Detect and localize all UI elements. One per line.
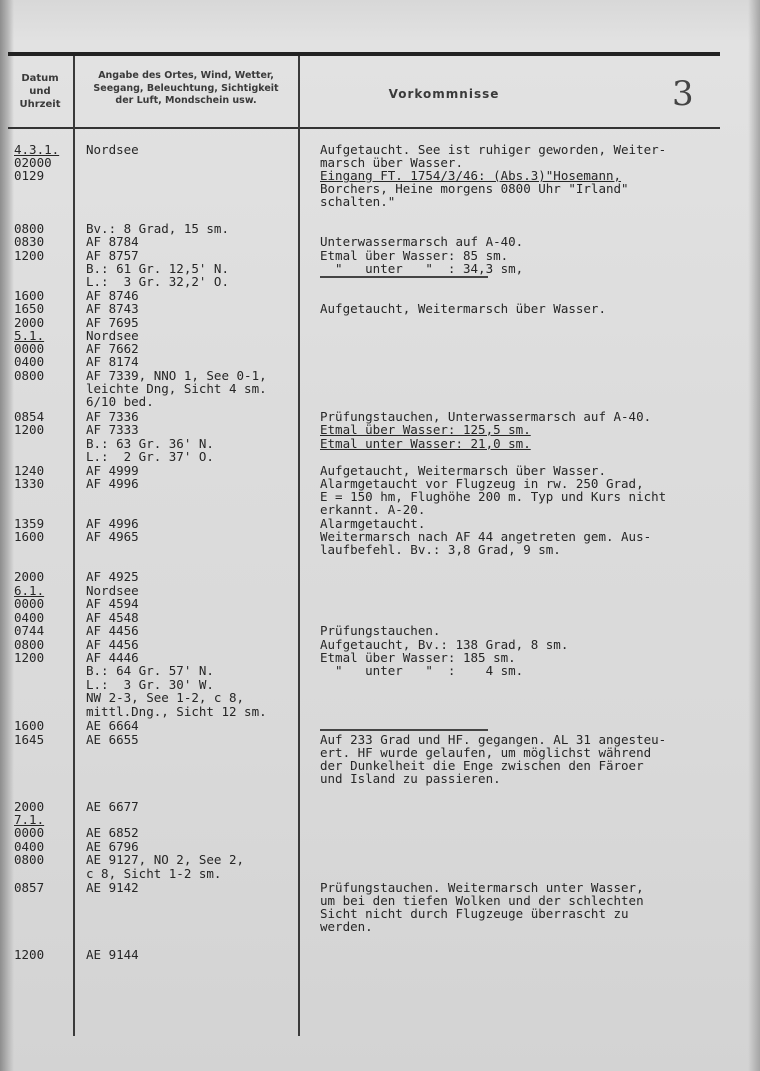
sum-rule [320, 276, 488, 278]
row-time: 02000 [14, 155, 52, 170]
row-position: Nordsee [86, 328, 139, 343]
row-time: 0857 [14, 880, 45, 895]
top-rule [8, 52, 720, 56]
row-time: 1240 [14, 463, 45, 478]
row-position: AE 9142 [86, 880, 139, 895]
row-time: 1600 [14, 529, 45, 544]
row-time: 0800 [14, 221, 45, 236]
row-event: Alarmgetaucht vor Flugzeug in rw. 250 Grad, [320, 476, 644, 491]
row-event: Aufgetaucht. See ist ruhiger geworden, Weiter- [320, 142, 667, 157]
row-event: E = 150 hm, Flughöhe 200 m. Typ und Kurs nicht [320, 489, 667, 504]
row-event: Alarmgetaucht. [320, 516, 426, 531]
row-event: Etmal unter Wasser: 21,0 sm. [320, 436, 531, 451]
row-time: 0400 [14, 610, 45, 625]
row-position: AF 7695 [86, 315, 139, 330]
row-event: um bei den tiefen Wolken und der schlechten [320, 893, 644, 908]
row-time: 0400 [14, 839, 45, 854]
row-event: Etmal über Wasser: 125,5 sm. [320, 422, 531, 437]
header-vorkommnisse: Vorkommnisse [388, 87, 500, 101]
row-position: AF 4965 [86, 529, 139, 544]
row-time: 0744 [14, 623, 45, 638]
page-number: 3 [672, 74, 694, 114]
row-event: ert. HF wurde gelaufen, um möglichst während [320, 745, 652, 760]
row-event: werden. [320, 919, 373, 934]
column-divider-1 [73, 56, 75, 1036]
row-position: AF 4594 [86, 596, 139, 611]
row-event: " unter " : 34,3 sm, [320, 261, 524, 276]
row-position: AE 9127, NO 2, See 2, [86, 852, 245, 867]
sum-rule [320, 729, 488, 731]
row-time: 1200 [14, 650, 45, 665]
row-position: mittl.Dng., Sicht 12 sm. [86, 704, 267, 719]
row-event: Etmal über Wasser: 85 sm. [320, 248, 509, 263]
row-event: Unterwassermarsch auf A-40. [320, 234, 524, 249]
row-time: 1600 [14, 288, 45, 303]
row-position: c 8, Sicht 1-2 sm. [86, 866, 222, 881]
row-event: Aufgetaucht, Weitermarsch über Wasser. [320, 463, 606, 478]
row-position: L.: 3 Gr. 32,2' O. [86, 274, 229, 289]
row-position: Nordsee [86, 583, 139, 598]
row-event: Etmal über Wasser: 185 sm. [320, 650, 516, 665]
row-time: 2000 [14, 315, 45, 330]
row-time: 4.3.1. [14, 142, 60, 157]
row-time: 7.1. [14, 812, 45, 827]
row-event: schalten." [320, 194, 396, 209]
row-time: 1645 [14, 732, 45, 747]
row-time: 0129 [14, 168, 45, 183]
row-time: 1200 [14, 422, 45, 437]
row-event: Sicht nicht durch Flugzeuge überrascht zu [320, 906, 629, 921]
header-ort-line: Angabe des Ortes, Wind, Wetter, [98, 70, 274, 81]
row-time: 0854 [14, 409, 45, 424]
header-datum [9, 72, 71, 111]
row-position: AF 4456 [86, 637, 139, 652]
row-event: Prüfungstauchen. [320, 623, 441, 638]
row-event: erkannt. A-20. [320, 502, 426, 517]
header-ort-line: der Luft, Mondschein usw. [115, 95, 257, 106]
row-event: " unter " : 4 sm. [320, 663, 524, 678]
row-time: 1200 [14, 248, 45, 263]
row-event: Eingang FT. 1754/3/46: (Abs.3)"Hosemann, [320, 168, 622, 183]
row-position: L.: 2 Gr. 37' O. [86, 449, 214, 464]
row-time: 1200 [14, 947, 45, 962]
row-position: AF 8174 [86, 354, 139, 369]
row-position: AF 4548 [86, 610, 139, 625]
row-time: 1600 [14, 718, 45, 733]
row-time: 1650 [14, 301, 45, 316]
header-datum-line: und [29, 86, 51, 97]
row-event: und Island zu passieren. [320, 771, 501, 786]
row-position: AF 8746 [86, 288, 139, 303]
row-position: leichte Dng, Sicht 4 sm. [86, 381, 267, 396]
row-position: Nordsee [86, 142, 139, 157]
row-position: AF 4996 [86, 516, 139, 531]
row-position: AF 4925 [86, 569, 139, 584]
row-position: AF 7662 [86, 341, 139, 356]
row-position: AF 4456 [86, 623, 139, 638]
row-event: Weitermarsch nach AF 44 angetreten gem. Aus- [320, 529, 652, 544]
row-position: AF 7333 [86, 422, 139, 437]
row-event: Aufgetaucht, Weitermarsch über Wasser. [320, 301, 606, 316]
row-position: B.: 63 Gr. 36' N. [86, 436, 214, 451]
row-event: Prüfungstauchen, Unterwassermarsch auf A-40. [320, 409, 652, 424]
row-position: AE 6655 [86, 732, 139, 747]
row-position: AF 7336 [86, 409, 139, 424]
row-time: 0800 [14, 852, 45, 867]
row-position: AF 8757 [86, 248, 139, 263]
header-rule [8, 127, 720, 129]
row-position: AE 6664 [86, 718, 139, 733]
row-position: AE 6796 [86, 839, 139, 854]
row-position: B.: 61 Gr. 12,5' N. [86, 261, 229, 276]
scan-edge-right [748, 0, 760, 1071]
row-time: 0000 [14, 341, 45, 356]
row-position: AE 6677 [86, 799, 139, 814]
row-time: 0800 [14, 368, 45, 383]
row-time: 0000 [14, 596, 45, 611]
header-datum-line: Uhrzeit [19, 99, 61, 110]
row-event: der Dunkelheit die Enge zwischen den Färoer [320, 758, 644, 773]
header-ort-line: Seegang, Beleuchtung, Sichtigkeit [93, 82, 279, 94]
row-position: Bv.: 8 Grad, 15 sm. [86, 221, 229, 236]
row-position: AF 7339, NNO 1, See 0-1, [86, 368, 267, 383]
row-time: 1359 [14, 516, 45, 531]
scan-edge-left [0, 0, 14, 1071]
row-position: AF 4999 [86, 463, 139, 478]
row-event: Auf 233 Grad und HF. gegangen. AL 31 angesteu- [320, 732, 667, 747]
row-event: marsch über Wasser. [320, 155, 463, 170]
row-position: NW 2-3, See 1-2, c 8, [86, 690, 245, 705]
row-position: AE 6852 [86, 825, 139, 840]
row-position: 6/10 bed. [86, 394, 154, 409]
row-time: 0000 [14, 825, 45, 840]
header-ort [78, 70, 294, 108]
row-time: 6.1. [14, 583, 45, 598]
row-event: Aufgetaucht, Bv.: 138 Grad, 8 sm. [320, 637, 569, 652]
header-datum-line: Datum [21, 73, 59, 84]
row-time: 0830 [14, 234, 45, 249]
row-event: Prüfungstauchen. Weitermarsch unter Wasser, [320, 880, 644, 895]
row-position: AF 8784 [86, 234, 139, 249]
row-position: L.: 3 Gr. 30' W. [86, 677, 214, 692]
row-time: 0800 [14, 637, 45, 652]
row-time: 0400 [14, 354, 45, 369]
row-time: 1330 [14, 476, 45, 491]
row-event: laufbefehl. Bv.: 3,8 Grad, 9 sm. [320, 542, 561, 557]
row-time: 2000 [14, 569, 45, 584]
row-position: AF 4996 [86, 476, 139, 491]
row-time: 2000 [14, 799, 45, 814]
column-divider-2 [298, 56, 300, 1036]
row-position: B.: 64 Gr. 57' N. [86, 663, 214, 678]
row-time: 5.1. [14, 328, 45, 343]
row-position: AF 8743 [86, 301, 139, 316]
row-position: AF 4446 [86, 650, 139, 665]
row-event: Borchers, Heine morgens 0800 Uhr "Irland" [320, 181, 629, 196]
row-position: AE 9144 [86, 947, 139, 962]
